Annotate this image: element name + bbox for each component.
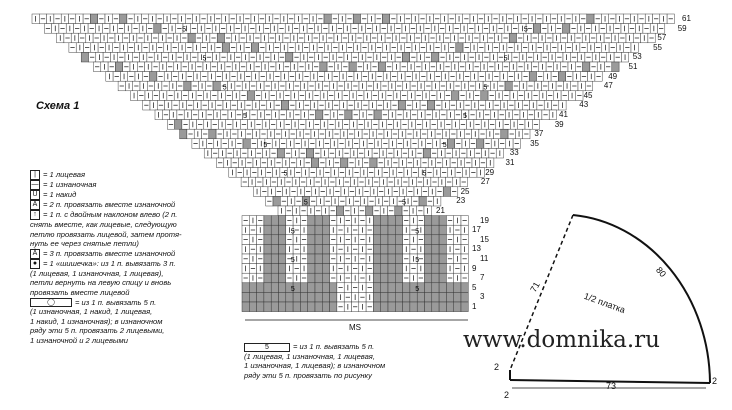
arc-dimension: 80: [653, 264, 669, 280]
row-number: 41: [559, 110, 568, 119]
row-number: 49: [608, 71, 618, 81]
legend-dd-line4: нуть ее через снятые петли): [30, 239, 139, 249]
row-number: 9: [472, 263, 477, 273]
row-number: 59: [677, 23, 687, 33]
legend-five-a-line4: ряду эти 5 п. провязать 2 лицевыми,: [30, 326, 165, 336]
double-decrease-symbol: ↑: [30, 210, 40, 220]
row-number: 31: [505, 158, 515, 167]
legend-bobble-line4: провязать вместе лицевой: [30, 287, 130, 297]
five-stitch-mark: 5: [442, 141, 447, 149]
row-number: 47: [603, 81, 613, 91]
legend-yo: U = 1 накид: [30, 190, 182, 200]
five-stitch-mark: 5: [290, 285, 295, 293]
center-stitch-label: MS: [349, 323, 361, 332]
legend-purl: — = 1 изнаночная: [31, 180, 97, 189]
k3tog-symbol: Å: [30, 249, 40, 259]
row-number: 55: [653, 42, 662, 52]
legend-k2tog: A = 2 п. провязать вместе изнаночной: [30, 200, 182, 210]
purl-symbol: —: [31, 181, 39, 188]
legend-bobble-line2: (1 лицевая, 1 изнаночная, 1 лицевая),: [30, 268, 164, 278]
five-from-one-b-symbol: 5: [244, 343, 290, 352]
row-number: 11: [480, 254, 489, 263]
shawl-label: 1/2 платка: [582, 290, 627, 316]
row-number: 57: [657, 33, 667, 43]
five-stitch-mark: 5: [402, 199, 407, 207]
five-stitch-mark: 5: [263, 141, 268, 149]
legend-five-b-line2: (1 лицевая, 1 изнаночная, 1 лицевая,: [244, 351, 375, 361]
bottom-dimension: 73: [606, 381, 617, 391]
legend-five-a-line2: (1 изнаночная, 1 накид, 1 лицевая,: [30, 307, 153, 317]
row-number: 1: [472, 302, 477, 311]
legend-five-a-line3: 1 накид, 1 изнаночная); в изнаночном: [30, 316, 163, 326]
yarn-over-symbol: U: [30, 190, 40, 200]
legend-dd: ↑ = 1 п. с двойным наклоном влево (2 п.: [30, 210, 182, 220]
watermark: www.domnika.ru: [463, 327, 660, 353]
k2tog-symbol: A: [30, 200, 40, 210]
legend-five-a-line5: 1 изнаночной и 2 лицевыми: [30, 335, 128, 345]
five-stitch-mark: 5: [202, 55, 207, 63]
row-number: 43: [579, 100, 589, 110]
five-from-one-a-symbol: ◯: [30, 298, 72, 307]
row-number: 13: [472, 244, 481, 254]
row-number: 37: [534, 129, 544, 139]
five-stitch-mark: 5: [463, 113, 467, 121]
row-number: 35: [530, 138, 539, 148]
five-stitch-mark: 5: [182, 26, 187, 34]
legend-bobble: ● = 1 «шишечка»: из 1 п. вывязать 3 п.: [30, 259, 182, 269]
row-number: 61: [682, 14, 691, 23]
row-number: 21: [436, 206, 445, 215]
five-stitch-mark: 5: [415, 257, 420, 265]
legend-five-a: ◯ = из 1 п. вывязать 5 п.: [30, 298, 182, 308]
corner-dimension-a: 2: [494, 362, 500, 372]
row-number: 17: [472, 225, 481, 235]
legend-dd-line2: снять вместе, как лицевые, следующую: [30, 220, 177, 229]
row-number: 27: [480, 177, 490, 187]
row-number: 51: [628, 62, 638, 71]
row-number: 23: [456, 196, 466, 206]
row-number: 33: [509, 148, 519, 158]
legend-bobble-line3: петли вернуть на левую спицу и вновь: [30, 278, 172, 288]
five-stitch-mark: 5: [503, 55, 508, 63]
five-stitch-mark: 5: [290, 228, 295, 236]
row-number: 15: [480, 234, 489, 244]
row-number: 5: [472, 282, 477, 292]
row-number: 7: [480, 273, 485, 283]
legend-dd-line3: петлю провязать лицевой, затем протя-: [30, 229, 182, 239]
five-stitch-mark: 5: [523, 26, 528, 34]
five-stitch-mark: 5: [483, 84, 488, 92]
five-stitch-mark: 5: [243, 113, 247, 121]
legend-five-b-line4: ряду эти 5 п. провязать по рисунку: [244, 370, 372, 380]
legend-five-b: 5 = из 1 п. вывязать 5 п. (1 лицевая, 1 изнаночная, 1 лицевая, 1 изнаночная, 1 лицевая); в изнаночном ряду эти 5 п. провязать по рисунку: [244, 342, 386, 380]
row-number: 29: [485, 167, 495, 177]
five-stitch-mark: 5: [222, 84, 227, 92]
five-stitch-mark: 5: [283, 170, 288, 178]
row-number: 3: [480, 292, 485, 302]
legend-five-b-line3: 1 изнаночная, 1 лицевая); в изнаночном: [244, 361, 386, 371]
row-number: 53: [632, 52, 642, 62]
row-number: 19: [480, 215, 489, 225]
diagonal-dimension: 71: [528, 280, 542, 294]
five-stitch-mark: 5: [422, 170, 427, 178]
row-number: 39: [554, 119, 564, 129]
row-number: 45: [583, 90, 593, 100]
corner-dimension-c: 2: [712, 376, 718, 386]
five-stitch-mark: 5: [415, 285, 420, 293]
knit-symbol: |: [30, 170, 40, 180]
corner-dimension-b: 2: [504, 390, 510, 400]
chart-title: Схема 1: [36, 100, 80, 112]
row-number: 25: [460, 186, 470, 196]
legend-k3tog: Å = 3 п. провязать вместе изнаночной: [30, 249, 182, 259]
five-stitch-mark: 5: [415, 228, 420, 236]
five-stitch-mark: 5: [290, 257, 295, 265]
five-stitch-mark: 5: [303, 199, 308, 207]
bobble-symbol: ●: [30, 259, 40, 269]
legend-knit: | = 1 лицевая: [30, 170, 182, 180]
